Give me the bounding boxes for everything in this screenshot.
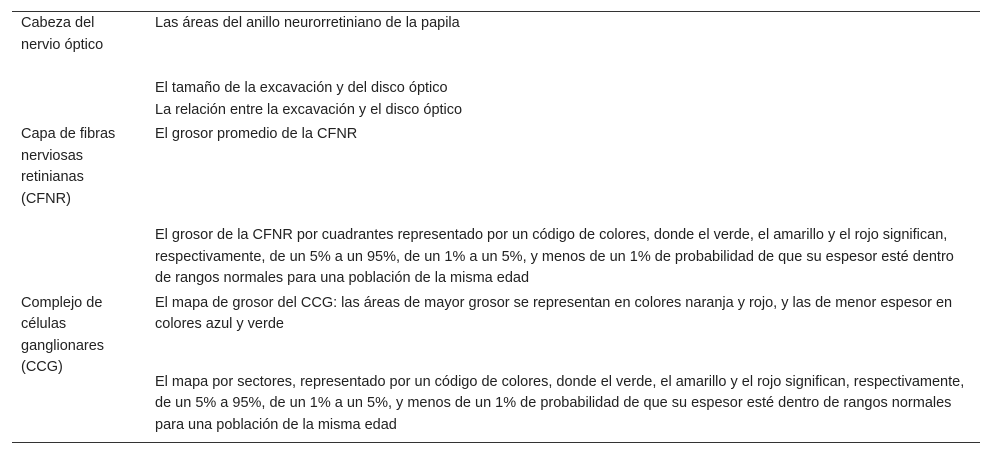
- item-cell: El grosor promedio de la CFNR: [155, 126, 358, 142]
- category-label: Cabeza del nervio óptico: [21, 15, 104, 53]
- item-cell: El mapa de grosor del CCG: las áreas de mayor grosor se representan en colores naranja y rojo, y las de menor espesor en colores azul y verde: [155, 294, 953, 332]
- category-cell: [12, 122, 146, 290]
- item-cell: El grosor de la CFNR por cuadrantes representado por un código de colores, donde el verde, el amarillo y el rojo significan, respectivamente, de un 5% a un 95%, de un 1% a un 5%, y menos de un 1% de probabilidad de que su espesor esté dentro de rangos normales para una población de la misma edad: [155, 227, 954, 286]
- item-cell: El mapa por sectores, representado por un código de colores, donde el verde, el amarillo y el rojo significan, respectivamente, de un 5% a 95%, de un 1% a un 5%, y menos de un 1% de probabilidad de que su espesor esté dentro de rangos normales para una población de la misma edad: [155, 373, 965, 433]
- item-cell: Las áreas del anillo neurorretiniano de la papila: [155, 15, 460, 31]
- table-row: [12, 372, 980, 442]
- table-row: [12, 290, 980, 372]
- category-cell: [12, 12, 146, 122]
- item-cell: La relación entre la excavación y el disco óptico: [155, 102, 463, 118]
- table-row: [12, 78, 980, 100]
- table-row: [12, 12, 980, 78]
- table-row: [12, 225, 980, 290]
- table-row: [12, 100, 980, 122]
- category-label: Capa de fibras nerviosas retinianas (CFNR): [21, 126, 116, 207]
- oct-parameters-table: [12, 11, 980, 443]
- category-cell: [12, 290, 146, 442]
- table-row: [12, 122, 980, 225]
- category-label: Complejo de células ganglionares (CCG): [21, 294, 105, 375]
- item-cell: El tamaño de la excavación y del disco óptico: [155, 80, 448, 96]
